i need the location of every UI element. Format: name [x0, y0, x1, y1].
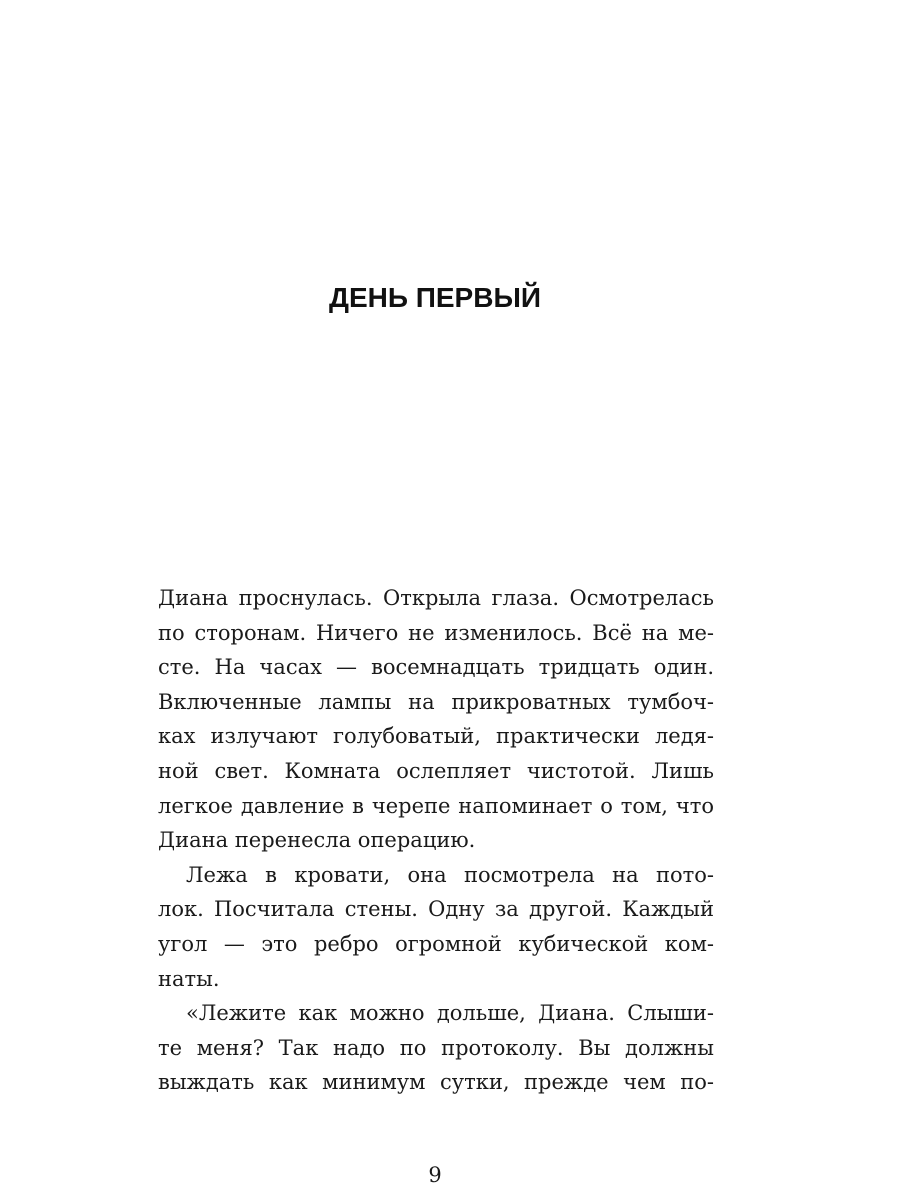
text-line: сте. На часах — восемнадцать тридцать один.	[158, 655, 714, 680]
body-text	[158, 581, 714, 1100]
text-line: выждать как минимум сутки, прежде чем по-	[158, 1070, 714, 1095]
text-line: по сторонам. Ничего не изменилось. Всё на ме-	[158, 620, 714, 645]
text-line: наты.	[158, 966, 220, 991]
text-line: ках излучают голубоватый, практически ледя-	[158, 724, 714, 749]
text-line: Диана проснулась. Открыла глаза. Осмотрелась	[158, 586, 714, 610]
text-line: Диана перенесла операцию.	[158, 828, 476, 853]
text-line: ной свет. Комната ослепляет чистотой. Лишь	[158, 758, 714, 783]
page-number: 9	[428, 1163, 442, 1187]
text-line: те меня? Так надо по протоколу. Вы должны	[158, 1035, 714, 1060]
text-line-indented: «Лежите как можно дольше, Диана. Слыши-	[186, 1001, 714, 1026]
text-line: легкое давление в черепе напоминает о том, что	[158, 793, 714, 818]
text-line-indented: Лежа в кровати, она посмотрела на пото-	[186, 862, 714, 887]
text-line: лок. Посчитала стены. Одну за другой. Каждый	[158, 897, 714, 922]
text-line: угол — это ребро огромной кубической ком-	[158, 931, 714, 956]
text-line: Включенные лампы на прикроватных тумбоч-	[158, 689, 714, 714]
chapter-title: ДЕНЬ ПЕРВЫЙ	[329, 282, 541, 313]
